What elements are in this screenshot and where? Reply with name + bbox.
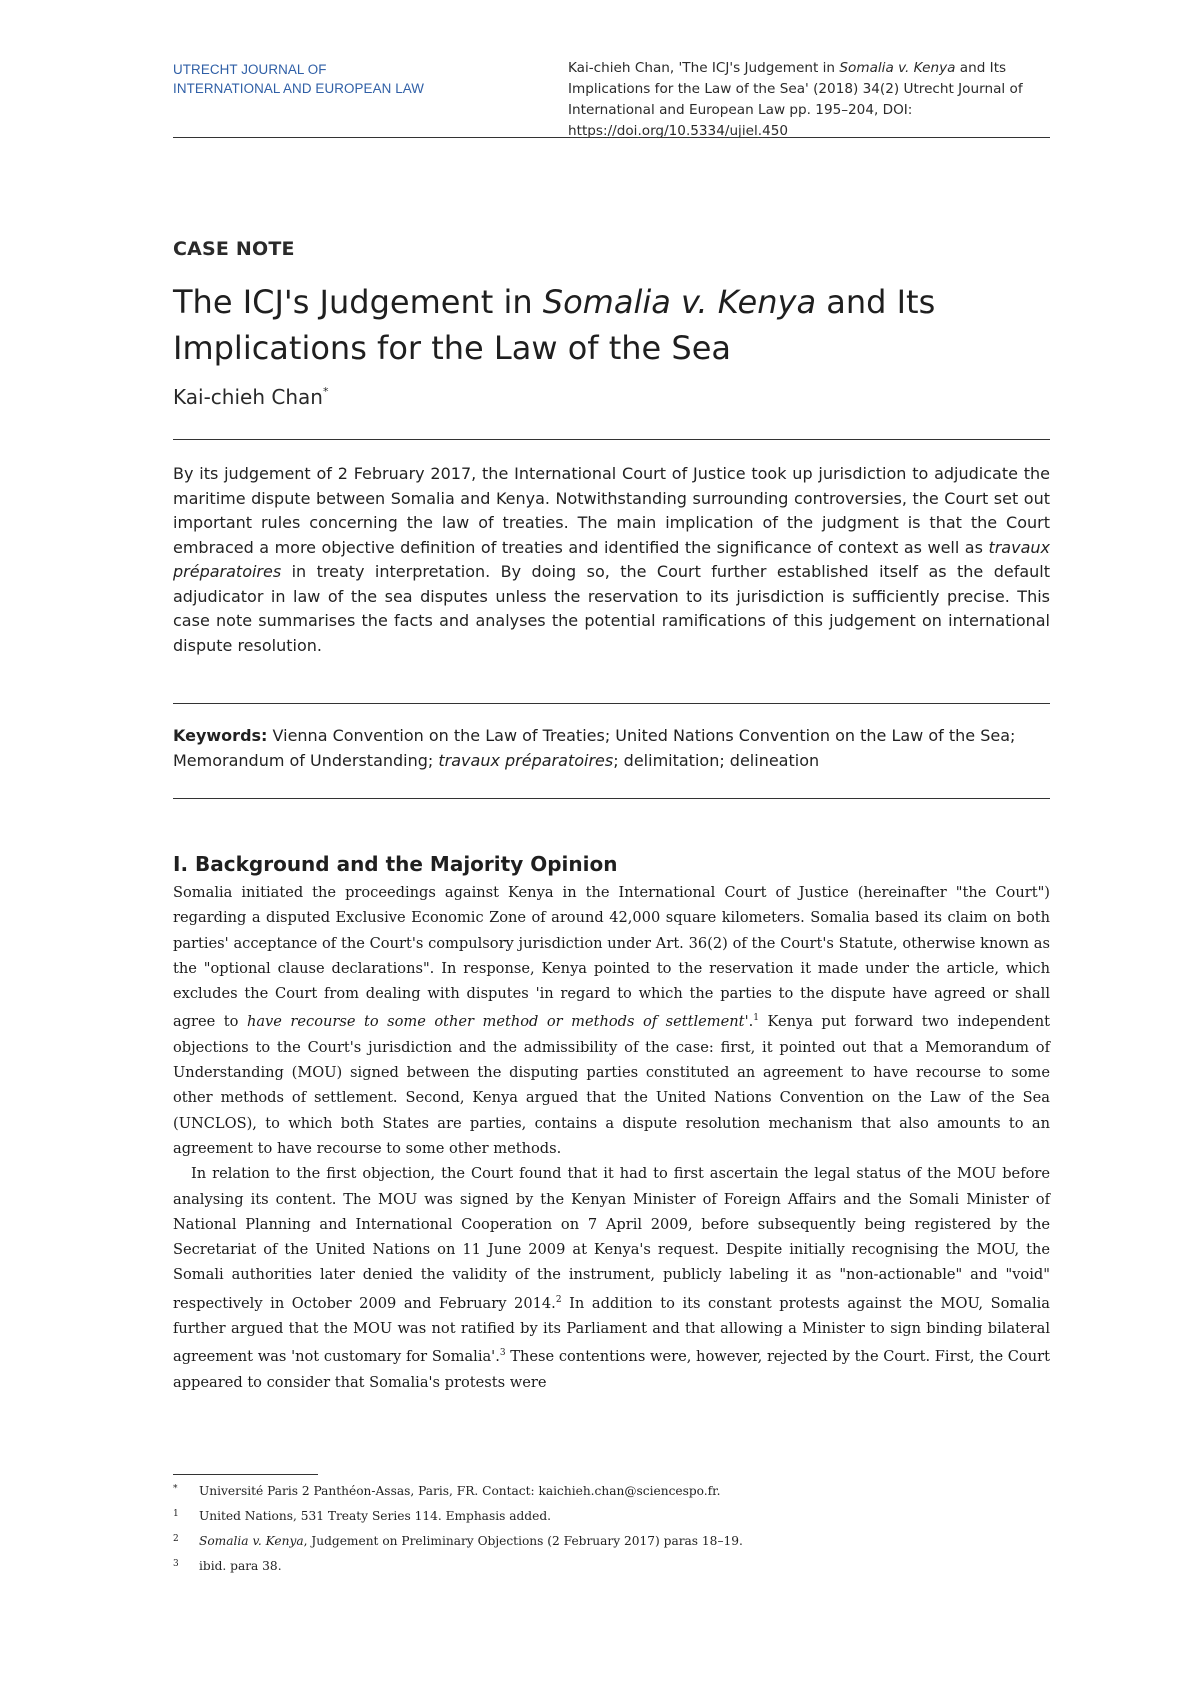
abstract <box>173 462 1050 658</box>
article-title <box>173 279 1050 371</box>
footnote-text: United Nations, 531 Treaty Series 114. Emphasis added. <box>199 1509 551 1523</box>
footnote-text: Somalia v. Kenya, Judgement on Preliminary Objections (2 February 2017) paras 18–19. <box>199 1534 743 1548</box>
abstract-text: By its judgement of 2 February 2017, the International Court of Justice took up jurisdiction to adjudicate the maritime dispute between Somalia and Kenya. Notwithstanding surrounding controversies, the Court set out important rules concerning the law of treaties. The main implication of the judgment is that the Court embraced a more objective definition of treaties and identified the significance of context as well as <box>173 464 1050 557</box>
footnote-ref[interactable]: 2 <box>555 1294 562 1305</box>
paragraph-italic: have recourse to some other method or methods of settlement <box>246 1013 745 1031</box>
paragraph-text: In relation to the first objection, the Court found that it had to first ascertain the legal status of the MOU before analysing its content. The MOU was signed by the Kenyan Minister of Foreign Affairs and the Somali Minister of National Planning and International Cooperation on 7 April 2009, before subsequently being registered by the Secretariat of the United Nations on 11 June 2009 at Kenya's request. Despite initially recognising the MOU, the Somali authorities later denied the validity of the instrument, publicly labeling it as "non-actionable" and "void" respectively in October 2009 and February 2014. <box>173 1165 1050 1312</box>
author-footnote-mark: * <box>322 385 329 398</box>
body-paragraph <box>173 880 1050 1161</box>
footnote-ref[interactable]: 3 <box>499 1348 506 1359</box>
keywords <box>173 723 1050 773</box>
keywords-text-rest: ; delimitation; delineation <box>613 751 820 770</box>
footnote-divider <box>173 1474 318 1475</box>
abstract-top-divider <box>173 439 1050 440</box>
citation <box>568 58 1053 142</box>
citation-text: Kai-chieh Chan, 'The ICJ's Judgement in <box>568 60 840 76</box>
footnote <box>173 1529 1050 1554</box>
abstract-bottom-divider <box>173 703 1050 704</box>
footnote-ref[interactable]: 1 <box>753 1013 759 1024</box>
author <box>173 385 328 409</box>
abstract-italic-term: travaux préparatoires <box>173 537 1050 581</box>
keywords-italic-term: travaux préparatoires <box>438 751 614 770</box>
paragraph-text: Somalia initiated the proceedings against Kenya in the International Court of Justice (hereinafter "the Court") regarding a disputed Exclusive Economic Zone of around 42,000 square kilometers. Somalia based its claim on both parties' acceptance of the Court's compulsory jurisdiction under Art. 36(2) of the Court's Statute, otherwise known as the "optional clause declarations". In response, Kenya pointed to the reservation it made under the article, which excludes the Court from dealing with disputes 'in regard to which the parties to the dispute have agreed or shall agree to <box>173 884 1050 1031</box>
footnote-mark: 2 <box>173 1534 179 1544</box>
journal-name <box>173 60 473 98</box>
paragraph-text: In addition to its constant protests against the MOU, Somalia further argued that the MOU was not ratified by its Parliament and that allowing a Minister to sign binding bilateral agreement was 'not customary for Somalia'. <box>173 1294 1050 1366</box>
section-label: CASE NOTE <box>173 238 295 260</box>
keywords-text: Vienna Convention on the Law of Treaties; United Nations Convention on the Law of the Sea; Memorandum of Understanding; <box>173 726 1016 770</box>
section-heading: I. Background and the Majority Opinion <box>173 852 618 876</box>
title-case-name: Somalia v. Kenya <box>542 283 817 321</box>
paragraph-text: '. <box>744 1013 754 1031</box>
author-name: Kai-chieh Chan <box>173 385 323 409</box>
journal-name-line1: UTRECHT JOURNAL OF <box>173 62 327 77</box>
paragraph-text: Kenya put forward two independent objections to the Court's jurisdiction and the admissibility of the case: first, it pointed out that a Memorandum of Understanding (MOU) signed between the disputing parties constituted an agreement to have recourse to some other methods of settlement. Second, Kenya argued that the United Nations Convention on the Law of the Sea (UNCLOS), to which both States are parties, contains a dispute resolution mechanism that also amounts to an agreement to have recourse to some other methods. <box>173 1013 1050 1157</box>
footnote-text: ibid. para 38. <box>199 1559 282 1573</box>
paragraph-text: These contentions were, however, rejected by the Court. First, the Court appeared to consider that Somalia's protests were <box>173 1348 1050 1391</box>
footnote-mark: 3 <box>173 1559 179 1569</box>
footnote <box>173 1504 1050 1529</box>
header-divider <box>173 137 1050 138</box>
footnotes <box>173 1479 1050 1579</box>
title-text: The ICJ's Judgement in <box>173 283 543 321</box>
citation-case-name: Somalia v. Kenya <box>839 60 956 76</box>
keywords-label: Keywords: <box>173 726 268 745</box>
journal-name-line2: INTERNATIONAL AND EUROPEAN LAW <box>173 81 425 96</box>
citation-text-rest: and Its Implications for the Law of the Sea' (2018) 34(2) Utrecht Journal of International and European Law pp. 195–204, DOI: https://doi.org/10.5334/ujiel.450 <box>568 60 1023 139</box>
footnote-mark: * <box>173 1484 178 1494</box>
footnote <box>173 1554 1050 1579</box>
title-text-rest: and Its Implications for the Law of the Sea <box>173 283 936 367</box>
keywords-bottom-divider <box>173 798 1050 799</box>
footnote <box>173 1479 1050 1504</box>
body-text <box>173 880 1050 1395</box>
abstract-text-rest: in treaty interpretation. By doing so, the Court further established itself as the default adjudicator in law of the sea disputes unless the reservation to its jurisdiction is sufficiently precise. This case note summarises the facts and analyses the potential ramifications of this judgement on international dispute resolution. <box>173 562 1050 655</box>
footnote-mark: 1 <box>173 1509 179 1519</box>
body-paragraph <box>173 1161 1050 1395</box>
footnote-text: Université Paris 2 Panthéon-Assas, Paris, FR. Contact: kaichieh.chan@sciencespo.fr. <box>199 1484 721 1498</box>
